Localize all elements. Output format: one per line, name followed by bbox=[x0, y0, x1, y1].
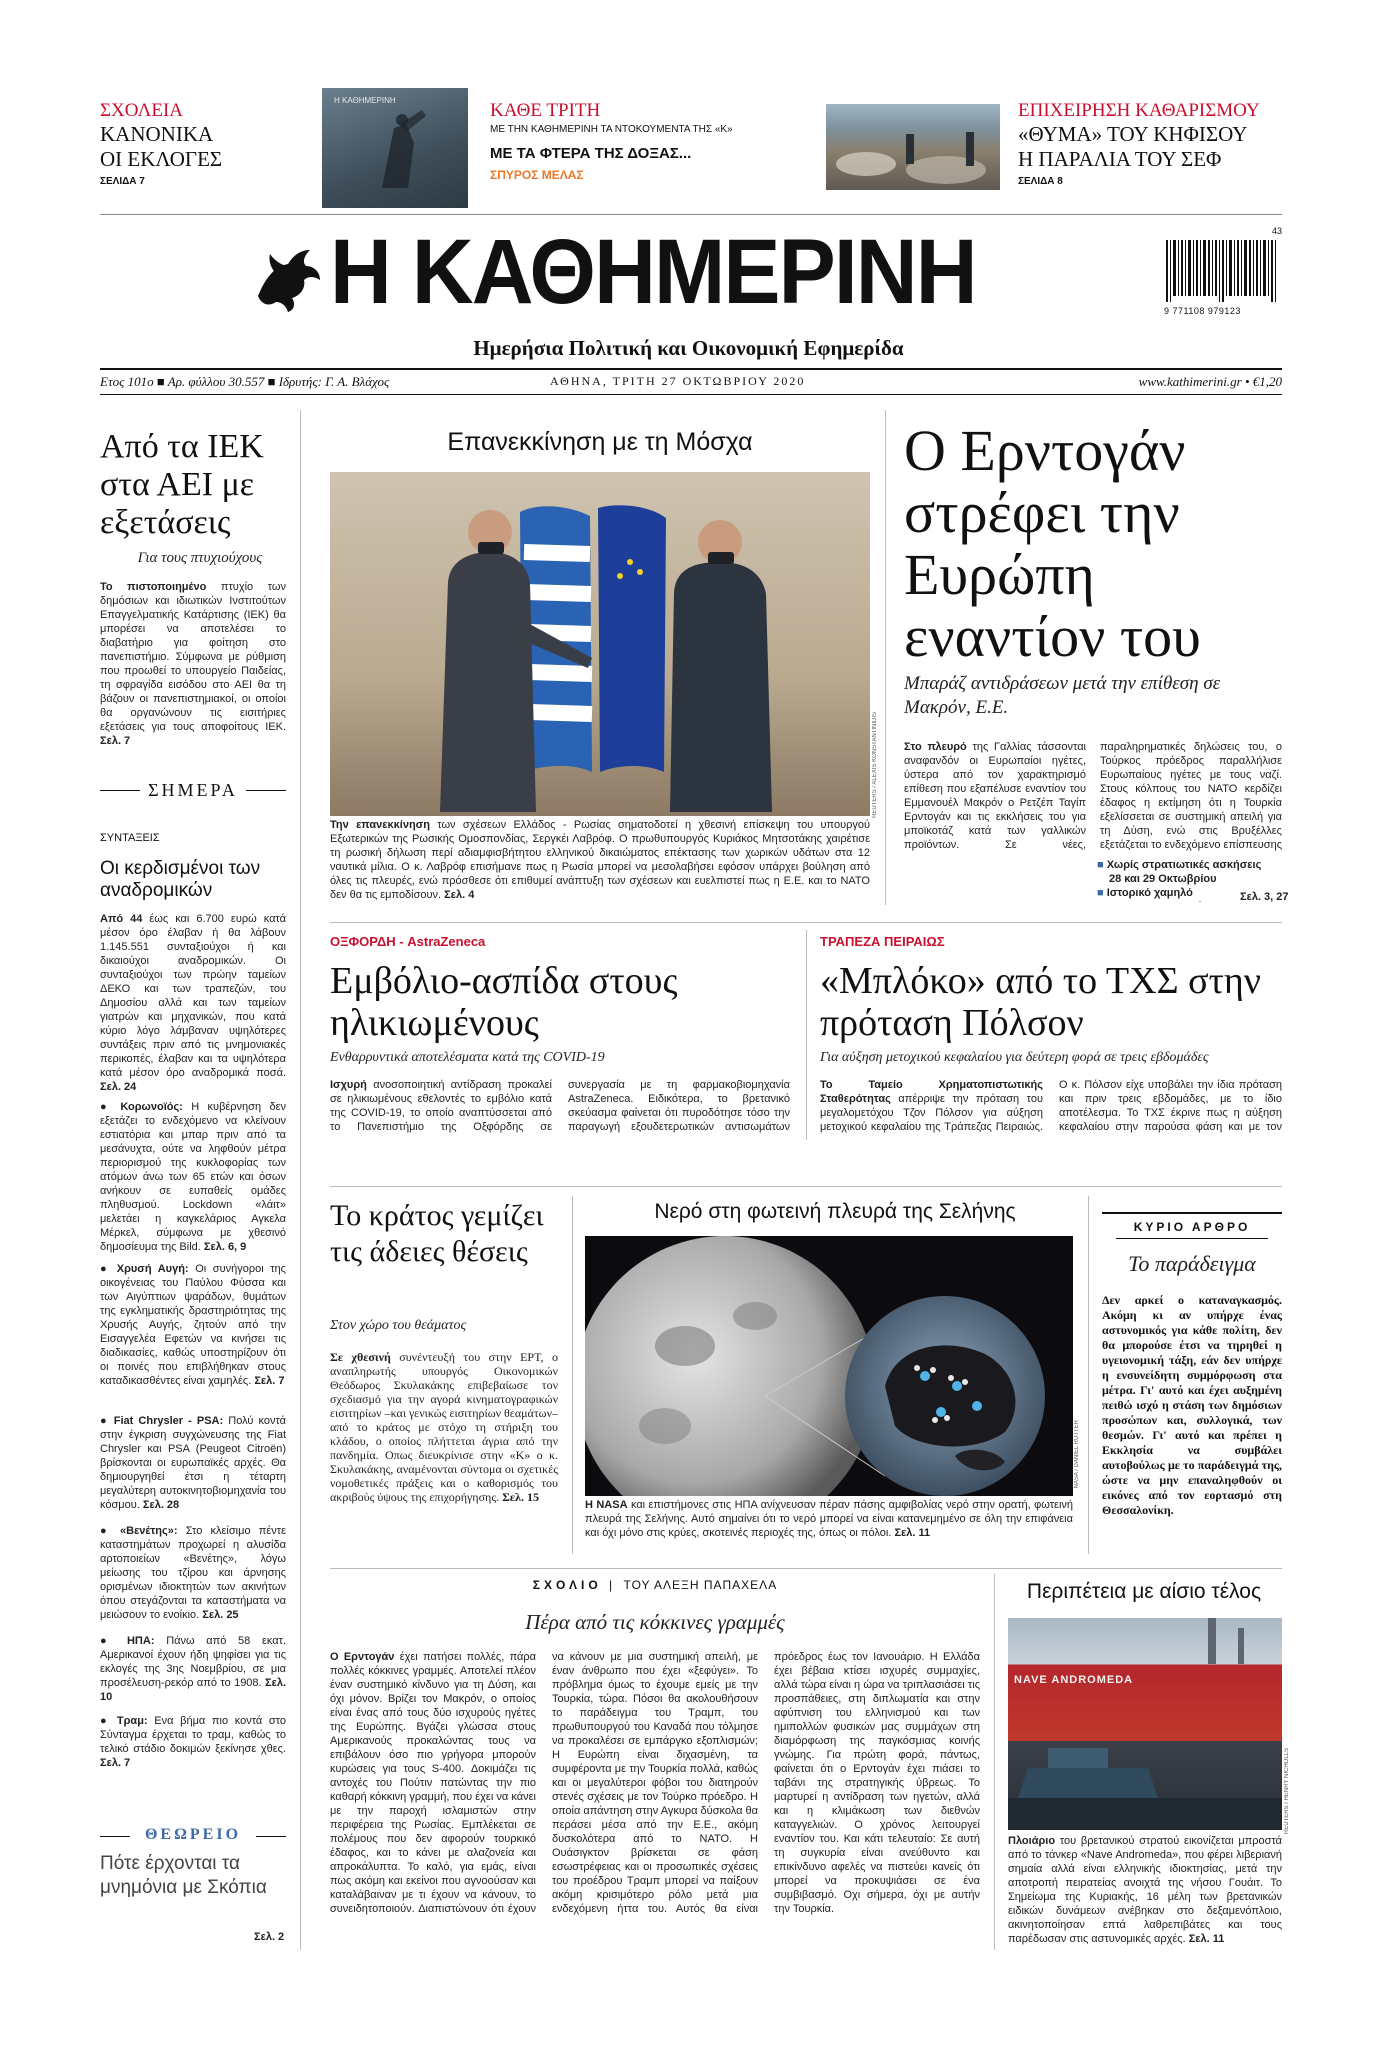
issue-line: Ετος 101ο ■ Αρ. φύλλου 30.557 ■ Ιδρυτής: Γ. Α. Βλάχος ΑΘΗΝΑ, ΤΡΙΤΗ 27 ΟΚΤΩΒΡΙΟΥ 2020 www.kathimerini.gr • €1,20 bbox=[100, 374, 1282, 389]
barcode bbox=[1164, 240, 1284, 316]
issue-dateline: ΑΘΗΝΑ, ΤΡΙΤΗ 27 ΟΚΤΩΒΡΙΟΥ 2020 bbox=[550, 374, 806, 388]
mid-column-divider bbox=[885, 410, 886, 905]
row4-divider bbox=[994, 1574, 995, 1950]
editorial-header: ΚΥΡΙΟ ΑΡΘΡΟ bbox=[1116, 1214, 1268, 1239]
comment-author: ΤΟΥ ΑΛΕΞΗ ΠΑΠΑΧΕΛΑ bbox=[623, 1578, 778, 1592]
moscow-ref[interactable]: Σελ. 4 bbox=[444, 889, 475, 901]
moon-photo-credit: NASA / DANIEL RUTTER bbox=[1074, 1420, 1080, 1489]
ship-name-label: NAVE ANDROMEDA bbox=[1014, 1674, 1134, 1686]
comment-body bbox=[330, 1650, 980, 1946]
today-ref[interactable]: Σελ. 24 bbox=[100, 1081, 137, 1093]
comment-title[interactable]: Πέρα από τις κόκκινες γραμμές bbox=[525, 1610, 785, 1634]
erdogan-bullet: ■ Χωρίς στρατιωτικές ασκήσεις bbox=[1097, 859, 1262, 871]
moscow-lead: Την επανεκκίνηση bbox=[330, 819, 430, 831]
state-dek: Στον χώρο του θεάματος bbox=[330, 1318, 467, 1333]
erdogan-headline[interactable]: Ο Ερντογάν στρέφει την Ευρώπη εναντίον του bbox=[904, 418, 1201, 669]
theorio-text[interactable]: Πότε έρχονται τα μνημόνια με Σκόπια bbox=[100, 1853, 267, 1898]
piraeus-text: απέρριψε την πρόταση του μεγαλομετόχου Τζον Πόλσον για αύξηση μετοχικού κεφαλαίου της Τράπεζας Πειραιώς. Ο κ. Πόλσον είχε υποβάλει την ίδια πρόταση και πριν τρεις εβδομάδες, με το ίδιο αποτέλεσμα. Το ΤΧΣ έκρινε πως η αύξηση κεφαλαίου στην παρούσα φάση και με τον bbox=[820, 1079, 1282, 1133]
moscow-photo-credit: REUTERS / ALEXIS KONSTANTINIDIS bbox=[872, 712, 878, 818]
today-headline[interactable]: Οι κερδισμένοι των αναδρομικών bbox=[100, 858, 261, 901]
boat-shape bbox=[1008, 1618, 1282, 1830]
editorial-body: Δεν αρκεί ο καταναγκασμός. Ακόμη κι αν υπήρχε ένας αστυνομικός για κάθε πολίτη, δεν θα μπορούσε έτσι να τηρηθεί η υγειονομική τάξη, εάν δεν υπήρχε η ενσυνείδητη συμμόρφωση στα μέτρα. Γι' αυτό και έχει αυξημένη πειθώ ισχύ η στάση των δημόσιων προσώπων και, συλλογικά, των θεσμών. Γι' αυτό και πρέπει η Εκκλησία να συμβάλει αυτοβούλως με το παράδειγμά της, ώστε να μην επαναληφθούν οι εικόνες από τον εορτασμό στη Θεσσαλονίκη. bbox=[1102, 1293, 1282, 1517]
ship-headline[interactable]: Περιπέτεια με αίσιο τέλος bbox=[1026, 1580, 1262, 1603]
moon-lead: Η NASA bbox=[585, 1499, 628, 1511]
issue-founder: Ιδρυτής: Γ. Α. Βλάχος bbox=[278, 374, 390, 389]
moon-shape bbox=[585, 1236, 875, 1496]
erdogan-bullet: 28 και 29 Οκτωβρίου bbox=[1109, 873, 1217, 885]
mitsotakis-lavrov-photo bbox=[330, 472, 870, 816]
moon-scene bbox=[585, 1236, 1073, 1496]
teaser-page-ref: ΣΕΛΙΔΑ 7 bbox=[100, 176, 145, 187]
iek-dek: Για τους πτυχιούχους bbox=[137, 550, 263, 566]
brief-item[interactable]: ● Τραμ: Ενα βήμα πιο κοντά στο Σύνταγμα έρχεται το τραμ, καθώς το τελικό στάδιο δοκιμών ξεκίνησε χθες. Σελ. 7 bbox=[100, 1715, 286, 1769]
moon-water-photo bbox=[585, 1236, 1073, 1496]
state-headline[interactable]: Το κράτος γεμίζει τις άδειες θέσεις bbox=[330, 1199, 544, 1268]
vaccine-text: ανοσοποιητική αντίδραση προκαλεί σε ηλικιωμένους εθελοντές το εμβόλιο κατά της COVID-19, το οποίο αναπτύσσεται από το Πανεπιστήμιο της Οξφόρδης σε συνεργασία με τη φαρμακοβιομηχανία AstraZeneca. Ειδικότερα, το βρετανικό σκεύασμα φαίνεται ότι πυροδότησε τόσο την παραγωγή εξουδετερωτικών αντισωμάτων bbox=[330, 1079, 790, 1133]
ship-ref[interactable]: Σελ. 11 bbox=[1188, 1933, 1225, 1945]
moon-caption bbox=[585, 1498, 1073, 1544]
iek-text: πτυχίο των δημόσιων και ιδιωτικών Ινστιτούτων Επαγγελματικής Κατάρτισης (ΙΕΚ) θα μπορέσει να αποτελέσει το διαβατήριο για φοίτηση στο πανεπιστήμιο. Σύμφωνα με ρύθμιση που προωθεί το υπουργείο Παιδείας, τη σφραγίδα εισόδου στο ΑΕΙ θα τη βάζουν οι πανεπιστημιακοί, οι οποίοι θα οργανώνουν τις εισιτήριες εξετάσεις για τους αποφοίτους ΙΕΚ. bbox=[100, 581, 286, 733]
comment-lead: Ο Ερντογάν bbox=[330, 1651, 395, 1663]
erdogan-lead: Στο πλευρό bbox=[904, 741, 967, 753]
state-lead: Σε χθεσινή bbox=[330, 1350, 391, 1364]
masthead-rule-bottom bbox=[100, 394, 1282, 395]
theorio-header: ΘΕΩΡΕΙΟ bbox=[144, 1826, 242, 1843]
theorio-rule-right bbox=[256, 1836, 286, 1837]
moon-headline[interactable]: Νερό στη φωτεινή πλευρά της Σελήνης bbox=[654, 1200, 1016, 1223]
teaser-line: «ΘΥΜΑ» ΤΟΥ ΚΗΦΙΣΟΥ bbox=[1018, 122, 1248, 146]
teaser-author: ΣΠΥΡΟΣ ΜΕΛΑΣ bbox=[490, 168, 584, 182]
row2-rule bbox=[330, 922, 1282, 923]
teaser-schools[interactable] bbox=[100, 100, 300, 187]
ship-lead: Πλοιάριο bbox=[1008, 1835, 1056, 1847]
row4-rule bbox=[330, 1568, 1282, 1569]
today-rule-right bbox=[246, 790, 286, 791]
iek-body bbox=[100, 580, 286, 760]
erdogan-body bbox=[904, 740, 1282, 858]
state-ref[interactable]: Σελ. 15 bbox=[502, 1490, 539, 1504]
vaccine-lead: Ισχυρή bbox=[330, 1079, 367, 1091]
iek-headline[interactable]: Από τα ΙΕΚ στα ΑΕΙ με εξετάσεις bbox=[100, 428, 264, 541]
row3-rule bbox=[330, 1186, 1282, 1187]
erdogan-dek: Μπαράζ αντιδράσεων μετά την επίθεση σε Μακρόν, Ε.Ε. bbox=[904, 673, 1221, 718]
teaser-line: Η ΠΑΡΑΛΙΑ ΤΟΥ ΣΕΦ bbox=[1018, 147, 1222, 171]
piraeus-lead: Το Ταμείο Χρηματοπιστωτικής Σταθερότητας bbox=[820, 1079, 1043, 1105]
person-right-shape bbox=[670, 520, 772, 812]
barcode-code: 43 bbox=[1272, 226, 1283, 236]
teaser-cleanup[interactable] bbox=[1018, 100, 1318, 187]
comment-label-row: ΣΧΟΛΙΟ | ΤΟΥ ΑΛΕΞΗ ΠΑΠΑΧΕΛΑ bbox=[532, 1578, 778, 1592]
today-lead: Από 44 bbox=[100, 913, 143, 925]
masthead-rule-top bbox=[100, 368, 1282, 370]
piraeus-headline[interactable]: «Μπλόκο» από το ΤΧΣ στην πρόταση Πόλσον bbox=[820, 960, 1261, 1044]
row2-divider bbox=[806, 930, 807, 1140]
iek-lead: Το πιστοποιημένο bbox=[100, 581, 207, 593]
teaser-kicker: ΕΠΙΧΕΙΡΗΣΗ ΚΑΘΑΡΙΣΜΟΥ bbox=[1018, 100, 1260, 121]
beach-cleanup-photo bbox=[826, 104, 1000, 190]
today-section: ΣΥΝΤΑΞΕΙΣ bbox=[100, 832, 160, 844]
ship-photo-credit: REUTERS / HENRY NICHOLLS bbox=[1284, 1748, 1290, 1835]
brief-item[interactable]: ● Κορωνοϊός: Η κυβέρνηση δεν εξετάζει το ενδεχόμενο να κλείνουν εστιατόρια και μπαρ πριν από τα μεσάνυχτα, ούτε να ληφθούν μέτρα περιορισμού της κυκλοφορίας των ατόμων άνω των 65 ετών και όσων ανήκουν σε ευπαθείς ομάδες πληθυσμού. Lockdown «λάιτ» μελετάει η καγκελάριος Αγκελα Μέρκελ, σύμφωνα με χθεσινό δημοσίευμα της Bild. Σελ. 6, 9 bbox=[100, 1101, 286, 1253]
newspaper-subtitle: Ημερήσια Πολιτική και Οικονομική Εφημερίδα bbox=[473, 336, 904, 360]
brief-item[interactable]: ● ΗΠΑ: Πάνω από 58 εκατ. Αμερικανοί έχουν ήδη ψηφίσει για τις εκλογές της 3ης Νοεμβρίου, σε μια προσέλευση-ρεκόρ από το 1908. Σελ. 10 bbox=[100, 1635, 286, 1703]
piraeus-kicker: ΤΡΑΠΕΖΑ ΠΕΙΡΑΙΩΣ bbox=[820, 934, 945, 949]
vaccine-kicker: ΟΞΦΟΡΔΗ - AstraZeneca bbox=[330, 934, 486, 949]
editorial-title[interactable]: Το παράδειγμα bbox=[1128, 1251, 1256, 1276]
piraeus-body bbox=[820, 1078, 1282, 1136]
eu-flag-shape bbox=[598, 505, 666, 772]
editorial-box bbox=[1102, 1212, 1282, 1556]
teaser-sub: ΜΕ ΤΗΝ ΚΑΘΗΜΕΡΙΝΗ ΤΑ ΝΤΟΚΟΥΜΕΝΤΑ ΤΗΣ «Κ» bbox=[490, 124, 733, 135]
state-body bbox=[330, 1350, 558, 1546]
state-text: συνέντευξή του στην ΕΡΤ, ο αναπληρωτής υπουργός Οικονομικών Θεόδωρος Σκυλακάκης επιβεβαίωσε τον σχεδιασμό για την αγορά κινηματογραφικών εισιτηρίων –και γενικώς εισιτηρίων θεαμάτων– από το κράτος με στόχο τη στήριξη του κλάδου, ο οποίος πλήττεται άγρια από την πανδημία. Οπως διευκρίνισε στην «Κ» ο κ. Σκυλακάκης, αναμένονται σύντομα οι σχετικές νομοθετικές πράξεις και ο καθορισμός του ακριβούς ύψους της επιχορήγησης. bbox=[330, 1350, 558, 1504]
ship-caption-text: του βρετανικού στρατού εικονίζεται μπροστά από το τάνκερ «Nave Andromeda», που φέρει λιβεριανή σημαία αλλά είναι ελληνικής ιδιοκτησίας, μετά την αποτροπή πειρατείας ανοιχτά της νήσου Γουάιτ. Το Σημείωμα της Κυριακής, 16 μέλη των βρετανικών ειδικών δυνάμεων ανέβηκαν στο δεξαμενόπλοιο, ακινητοποίησαν επτά λαθρεπιβάτες και τους παρέδωσαν στις αστυνομικές αρχές. bbox=[1008, 1835, 1282, 1945]
brief-item[interactable]: ● Fiat Chrysler - PSA: Πολύ κοντά στην έγκριση συγχώνευσης της Fiat Chrysler και PSA (Peugeot Citroën) βρίσκονται οι ευρωπαϊκές αρχές. Θα δημιουργηθεί έτσι η τέταρτη μεγαλύτερη αυτοκινητοβιομηχανία του κόσμου. Σελ. 28 bbox=[100, 1415, 286, 1511]
brief-item[interactable]: ● Χρυσή Αυγή: Οι συνήγοροι της οικογένειας του Παύλου Φύσσα και των Αιγύπτιων ψαράδων, θυμάτων της εγκληματικής δραστηριότητας της Χρυσής Αυγής, ζητούν από την Εισαγγελέα Εφετών να κινήσει τις διαδικασίες, καθώς υποστηρίζουν ότι οι ποινές που επιβλήθηκαν στους καταδικασθέντες είναι χαμηλές. Σελ. 7 bbox=[100, 1263, 286, 1387]
vaccine-dek: Ενθαρρυντικά αποτελέσματα κατά της COVID-19 bbox=[330, 1050, 605, 1065]
issue-year: Ετος 101ο bbox=[100, 374, 154, 389]
issue-website[interactable]: www.kathimerini.gr • €1,20 bbox=[1138, 374, 1282, 389]
moon-ref[interactable]: Σελ. 11 bbox=[894, 1527, 931, 1539]
teaser-title: ΜΕ ΤΑ ΦΤΕΡΑ ΤΗΣ ΔΟΞΑΣ... bbox=[490, 145, 692, 162]
teaser-line: ΚΑΝΟΝΙΚΑ bbox=[100, 122, 214, 146]
theorio-ref[interactable]: Σελ. 2 bbox=[254, 1931, 285, 1943]
soldier-silhouette bbox=[322, 88, 468, 208]
moscow-caption-text: των σχέσεων Ελλάδος - Ρωσίας σηματοδοτεί η χθεσινή επίσκεψη του υπουργού Εξωτερικών της Ρωσικής Ομοσπονδίας, Σεργκέι Λαβρόφ. Ο πρωθυπουργός Κυριάκος Μητσοτάκης χαιρέτισε τη ρωσική δήλωση περί αδιαμφισβήτητου ελληνικού δικαιώματος επέκτασης των χωρικών υδάτων στα 12 ναυτικά μίλια. Ο κ. Λαβρόφ επισήμανε πως η Ρωσία μπορεί να μεσολαβήσει εφόσον υπάρχει βούληση από όλες τις πλευρές, ενώ πρόσθεσε ότι επιθυμεί ανάπτυξη των σχέσεων και ευελπιστεί πως η Ε.Ε. και το ΝΑΤΟ δεν θα τις εμποδίσουν. bbox=[330, 819, 870, 901]
griffin-logo-icon bbox=[248, 236, 328, 316]
newspaper-title: Η ΚΑΘΗΜΕΡΙΝΗ bbox=[330, 221, 976, 323]
piraeus-dek: Για αύξηση μετοχικού κεφαλαίου για δεύτερη φορά σε τρεις εβδομάδες bbox=[820, 1050, 1209, 1065]
iek-ref[interactable]: Σελ. 7 bbox=[100, 735, 131, 747]
teaser-line: ΟΙ ΕΚΛΟΓΕΣ bbox=[100, 147, 223, 171]
today-text: έως και 6.700 ευρώ κατά μέσον όρο έλαβαν ή θα λάβουν 1.145.551 συνταξιούχοι ή και δικαιούχοι αναδρομικών. Οι συνταξιούχοι των πρώην ταμείων ΔΕΚΟ και των τραπεζών, του Δημοσίου αλλά και των ταμείων γιατρών και μηχανικών, που κατά κύριο λόγο λάμβαναν υψηλότερες συντάξεις πριν από τις μνημονιακές περικοπές, έλαβαν και τα υψηλότερα κατά μέσον όρο αναδρομικά ποσά. bbox=[100, 913, 286, 1079]
today-body bbox=[100, 912, 286, 1100]
teaser-kicker: ΚΑΘΕ ΤΡΙΤΗ bbox=[490, 100, 601, 121]
briefs-list bbox=[100, 1100, 286, 1774]
issue-number: Αρ. φύλλου 30.557 bbox=[167, 374, 265, 389]
row3-divider-right bbox=[1088, 1196, 1089, 1554]
ship-caption bbox=[1008, 1834, 1282, 1946]
teaser-page-ref: ΣΕΛΙΔΑ 8 bbox=[1018, 176, 1063, 187]
moscow-caption bbox=[330, 818, 870, 902]
erdogan-bullet: ■ Ιστορικό χαμηλό bbox=[1097, 887, 1193, 899]
debris-shapes bbox=[826, 104, 1000, 190]
comment-text: έχει πατήσει πολλές, πάρα πολλές κόκκινες γραμμές. Αποτελεί πλέον έναν συστημικό κίνδυνο για τη Δύση, και όχι μόνον. Βρίζει τον Μακρόν, ο οποίος είναι ένας από τους δύο ισχυρούς ηγέτες της Ευρώπης. Βγάζει γλώσσα στους Αμερικανούς προκαλώντας τους να επιβάλουν όσο πιο γρήγορα μπορούν κυρώσεις για τους S-400. Δοκιμάζει τις αντοχές του Πούτιν πατώντας την πιο καθαρή κόκκινη γραμμή, που έχει να κάνει με την παροχή ισλαμιστών στην περιφέρεια της Ρωσίας. Εμπλέκεται σε πολέμους που δεν αφορούν τουρκικό έδαφος, και το κάνει με αλαζονεία και απροκάλυπτα. Το καλό, για εμάς, είναι πως ακόμη και εκείνοι που αγνοούσαν και καταλάβαιναν με τι έχουν να κάνουν, το συνειδητοποιούν. Διαπιστώνουν ότι έχουν να κάνουν με μια συστημική απειλή, με έναν άνθρωπο που έχει «ξεφύγει». Το πρόβλημα όμως το έχουμε εμείς με την Τουρκία, τώρα. Πόσοι θα ακολουθήσουν το παράδειγμα του Τραμπ, του πρωθυπουργού του Καναδά που τόλμησε να προκαλέσει σε εμπάργκο εξοπλισμών; Η Ευρώπη είναι διχασμένη, τα συμφέροντα με την Τουρκία πολλά, καθώς και οι μεγαλύτεροι φόβοι του διατηρούν στενές σχέσεις με τον Τούρκο πρόεδρο. Η οποία απάντηση στην Αγκυρα δύσκολα θα περάσει μέσα από την Ε.Ε., ακόμη δυσκολότερα από το ΝΑΤΟ. Η Ουάσιγκτον βρίσκεται σε φάση εσωστρέφειας και οι προσωπικές σχέσεις του προέδρου Τραμπ μπορεί να παίξουν ακόμη κρισιμότερο ρόλο μετά μια ενδεχόμενη ήττα του. Αυτός θα είναι πρόεδρος έως τον Ιανουάριο. Η Ελλάδα έχει βέβαια κτίσει ισχυρές συμμαχίες, αλλά τώρα είναι η ώρα να τριπλασιάσει τις προσπάθειες, στη διπλωματία και στην αφύπνιση του ελληνισμού και των ημιπολλών φυσικών μας συμμάχων στη διαμόρφωση της παγκόσμιας κοινής γνώμης. Για πρώτη φορά, πάντως, φαίνεται ότι ο Ερντογάν έχει πιάσει το ταβάνι της στρατηγικής ύβρεως. Το μαρτυρεί η αντίδραση των ηγετών, αλλά και η κλιμάκωση των διεθνών καταγγελιών. Ο χρόνος λειτουργεί εναντίον του. Και κάτι τελευταίο: Σε αυτή τη συγκυρία είναι ανεύθυντο και επικίνδυνο αφελές να πιστεύει κανείς ότι μπορεί να προκυψιάσει σε ένα συμβιβασμό. Οχι σήμερα, όχι με αυτήν την Τουρκία. bbox=[330, 1651, 980, 1915]
today-header: ΣΗΜΕΡΑ bbox=[148, 780, 238, 800]
top-rule bbox=[100, 214, 1282, 215]
book-cover-title: Η ΚΑΘΗΜΕΡΙΝΗ bbox=[334, 96, 396, 105]
moon-caption-text: και επιστήμονες στις ΗΠΑ ανίχνευσαν πέραν πάσης αμφιβολίας νερό στην ορατή, φωτεινή πλευρά της Σελήνης. Αυτό σημαίνει ότι το νερό μπορεί να είναι κατανεμημένο σε όλη την επιφάνεια και όχι μόνο στις κρύες, σκοτεινές περιοχές της, όπως οι πόλοι. bbox=[585, 1499, 1073, 1539]
row3-divider-left bbox=[572, 1196, 573, 1554]
moscow-headline[interactable]: Επανεκκίνηση με τη Μόσχα bbox=[447, 428, 753, 456]
barcode-bars bbox=[1164, 240, 1284, 302]
vaccine-headline[interactable]: Εμβόλιο-ασπίδα στους ηλικιωμένους bbox=[330, 960, 678, 1044]
theorio-rule-left bbox=[100, 1836, 130, 1837]
teaser-kicker: ΣΧΟΛΕΙΑ bbox=[100, 100, 184, 121]
book-cover-image bbox=[322, 88, 468, 208]
erdogan-ref[interactable]: Σελ. 3, 27 bbox=[1240, 891, 1289, 903]
vaccine-body bbox=[330, 1078, 790, 1136]
tanker-photo bbox=[1008, 1618, 1282, 1830]
teaser-tuesday[interactable] bbox=[490, 100, 790, 182]
erdogan-text: της Γαλλίας τάσσονται αναφανδόν οι Ευρωπαίοι ηγέτες, ύστερα από τον χαρακτηρισμό επίθεση που εξαπέλυσε εναντίον του Εμμανουέλ Μακρόν ο Ρετζέπ Ταγίπ Ερντογάν και τις εκκλήσεις του για μποϊκοτάζ κατά των γαλλικών προϊόντων. Σε νέες, παραληρηματικές δηλώσεις του, ο Τούρκος πρόεδρος παραλλήλισε Ευρωπαίους ηγέτες με τους ναζί. Στους κόλπους του ΝΑΤΟ κερδίζει έδαφος η εκτίμηση ότι η Τουρκία εξελίσσεται σε συστημική απειλή για τη Δύση, ενώ στις Βρυξέλλες εξετάζεται το ενδεχόμενο επίσπευσης bbox=[904, 741, 1282, 851]
brief-item[interactable]: ● «Βενέτης»: Στο κλείσιμο πέντε καταστημάτων προχωρεί η αλυσίδα αρτοποιείων «Βενέτης», λόγω μείωσης του τζίρου και άρνησης ορισμένων ιδιοκτητών των ακινήτων όπου στεγάζονται τα καταστήματα να μειώσουν το ενοίκιο. Σελ. 25 bbox=[100, 1525, 286, 1621]
left-column-divider bbox=[300, 410, 301, 1950]
photo-scene bbox=[330, 472, 870, 816]
barcode-number: 9 771108 979123 bbox=[1164, 306, 1241, 316]
today-rule-left bbox=[100, 790, 140, 791]
comment-label: ΣΧΟΛΙΟ bbox=[532, 1578, 602, 1592]
